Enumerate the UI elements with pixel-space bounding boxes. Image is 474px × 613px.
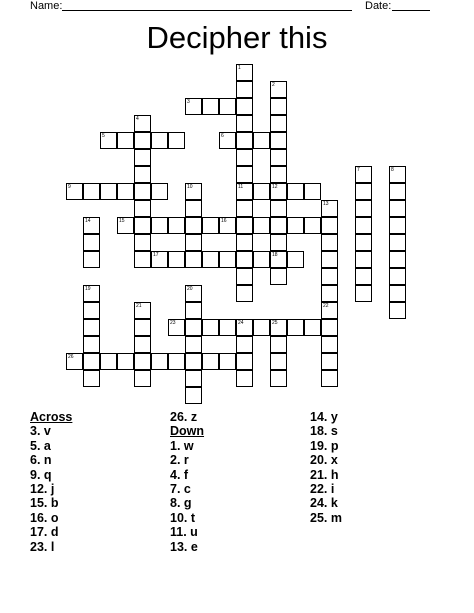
grid-cell[interactable] [389, 268, 406, 285]
grid-cell[interactable] [117, 183, 134, 200]
cell-number: 22 [323, 303, 329, 309]
grid-cell[interactable] [304, 183, 321, 200]
cell-number: 21 [136, 303, 142, 309]
grid-cell[interactable] [185, 200, 202, 217]
clue-item: 10. t [170, 510, 196, 525]
grid-cell[interactable] [355, 268, 372, 285]
cell-number: 26 [68, 354, 74, 360]
grid-cell[interactable] [253, 217, 270, 234]
grid-cell[interactable] [321, 234, 338, 251]
grid-cell[interactable] [236, 98, 253, 115]
grid-cell[interactable] [321, 285, 338, 302]
grid-cell[interactable] [270, 251, 287, 268]
grid-cell[interactable] [185, 387, 202, 404]
grid-cell[interactable] [219, 98, 236, 115]
grid-cell[interactable] [236, 251, 253, 268]
grid-cell[interactable] [236, 81, 253, 98]
grid-cell[interactable] [389, 200, 406, 217]
grid-cell[interactable] [134, 200, 151, 217]
cell-number: 20 [187, 286, 193, 292]
cell-number: 23 [170, 320, 176, 326]
cell-number: 17 [153, 252, 159, 258]
grid-cell[interactable] [83, 353, 100, 370]
grid-cell[interactable] [321, 353, 338, 370]
grid-cell[interactable] [134, 132, 151, 149]
grid-cell[interactable] [83, 370, 100, 387]
grid-cell[interactable] [389, 166, 406, 183]
clue-item: 15. b [30, 496, 59, 511]
cell-number: 8 [391, 167, 394, 173]
grid-cell[interactable] [117, 353, 134, 370]
clues-column-2 [170, 410, 204, 554]
grid-cell[interactable] [236, 200, 253, 217]
grid-cell[interactable] [134, 183, 151, 200]
cell-number: 18 [272, 252, 278, 258]
grid-cell[interactable] [270, 268, 287, 285]
grid-cell[interactable] [270, 336, 287, 353]
grid-cell[interactable] [185, 183, 202, 200]
grid-cell[interactable] [236, 217, 253, 234]
grid-cell[interactable] [83, 285, 100, 302]
grid-cell[interactable] [355, 234, 372, 251]
grid-cell[interactable] [321, 336, 338, 353]
clue-item: 22. i [310, 482, 335, 497]
grid-cell[interactable] [151, 353, 168, 370]
grid-cell[interactable] [355, 166, 372, 183]
grid-cell[interactable] [151, 183, 168, 200]
grid-cell[interactable] [236, 115, 253, 132]
grid-cell[interactable] [236, 132, 253, 149]
grid-cell[interactable] [321, 302, 338, 319]
grid-cell[interactable] [185, 234, 202, 251]
cell-number: 6 [221, 133, 224, 139]
grid-cell[interactable] [355, 217, 372, 234]
grid-cell[interactable] [134, 302, 151, 319]
grid-cell[interactable] [287, 183, 304, 200]
clue-item: 8. g [170, 496, 192, 511]
grid-cell[interactable] [83, 251, 100, 268]
grid-cell[interactable] [236, 64, 253, 81]
clue-item: 19. p [310, 438, 339, 453]
page-title: Decipher this [146, 20, 328, 55]
grid-cell[interactable] [355, 200, 372, 217]
grid-cell[interactable] [287, 217, 304, 234]
clue-item: 21. h [310, 467, 339, 482]
down-heading: Down [170, 424, 205, 439]
grid-cell[interactable] [66, 353, 83, 370]
grid-cell[interactable] [270, 166, 287, 183]
grid-cell[interactable] [83, 319, 100, 336]
grid-cell[interactable] [168, 353, 185, 370]
grid-cell[interactable] [117, 132, 134, 149]
cell-number: 2 [272, 82, 275, 88]
clue-item: 7. c [170, 482, 191, 497]
grid-cell[interactable] [236, 149, 253, 166]
grid-cell[interactable] [117, 217, 134, 234]
grid-cell[interactable] [355, 285, 372, 302]
grid-cell[interactable] [185, 285, 202, 302]
grid-cell[interactable] [236, 166, 253, 183]
clue-item: 13. e [170, 539, 198, 554]
name-label: Name: [30, 0, 63, 12]
clue-item: 4. f [170, 467, 189, 482]
grid-cell[interactable] [134, 115, 151, 132]
grid-cell[interactable] [202, 217, 219, 234]
grid-cell[interactable] [202, 319, 219, 336]
grid-cell[interactable] [185, 370, 202, 387]
grid-cell[interactable] [66, 183, 83, 200]
clue-item: 9. q [30, 467, 52, 482]
grid-cell[interactable] [202, 353, 219, 370]
grid-cell[interactable] [236, 285, 253, 302]
clue-item: 3. v [30, 424, 51, 439]
grid-cell[interactable] [219, 353, 236, 370]
grid-cell[interactable] [168, 217, 185, 234]
grid-cell[interactable] [185, 336, 202, 353]
grid-cell[interactable] [270, 183, 287, 200]
clues-column-3 [310, 410, 342, 525]
grid-cell[interactable] [100, 132, 117, 149]
grid-cell[interactable] [355, 251, 372, 268]
grid-cell[interactable] [253, 319, 270, 336]
grid-cell[interactable] [219, 132, 236, 149]
clue-item: 20. x [310, 453, 338, 468]
cell-number: 25 [272, 320, 278, 326]
grid-cell[interactable] [202, 98, 219, 115]
grid-cell[interactable] [134, 166, 151, 183]
grid-cell[interactable] [389, 183, 406, 200]
cell-number: 15 [119, 218, 125, 224]
clue-item: 2. r [170, 453, 189, 468]
grid-cell[interactable] [134, 251, 151, 268]
grid-cell[interactable] [270, 234, 287, 251]
grid-cell[interactable] [134, 353, 151, 370]
across-heading: Across [30, 410, 73, 424]
grid-cell[interactable] [151, 251, 168, 268]
clue-item: 17. d [30, 525, 59, 540]
grid-cell[interactable] [270, 149, 287, 166]
grid-cell[interactable] [389, 234, 406, 251]
grid-cell[interactable] [236, 319, 253, 336]
cell-number: 7 [357, 167, 360, 173]
clue-item: 25. m [310, 510, 342, 525]
clue-item: 14. y [310, 410, 338, 424]
grid-cell[interactable] [321, 319, 338, 336]
grid-cell[interactable] [168, 132, 185, 149]
clue-item: 26. z [170, 410, 198, 424]
grid-cell[interactable] [83, 302, 100, 319]
grid-cell[interactable] [185, 319, 202, 336]
grid-cell[interactable] [389, 302, 406, 319]
grid-cell[interactable] [219, 217, 236, 234]
grid-cell[interactable] [270, 132, 287, 149]
grid-cell[interactable] [185, 98, 202, 115]
grid-cell[interactable] [236, 370, 253, 387]
grid-cell[interactable] [287, 319, 304, 336]
grid-cell[interactable] [100, 183, 117, 200]
cell-number: 4 [136, 116, 139, 122]
clue-item: 18. s [310, 424, 338, 439]
grid-cell[interactable] [270, 353, 287, 370]
grid-cell[interactable] [134, 217, 151, 234]
cell-number: 12 [272, 184, 278, 190]
grid-cell[interactable] [321, 268, 338, 285]
grid-cell[interactable] [83, 217, 100, 234]
grid-cell[interactable] [185, 217, 202, 234]
grid-cell[interactable] [83, 234, 100, 251]
cell-number: 10 [187, 184, 193, 190]
grid-cell[interactable] [236, 353, 253, 370]
cell-number: 5 [102, 133, 105, 139]
grid-cell[interactable] [185, 353, 202, 370]
cell-number: 16 [221, 218, 227, 224]
cell-number: 13 [323, 201, 329, 207]
grid-cell[interactable] [321, 370, 338, 387]
grid-cell[interactable] [134, 370, 151, 387]
grid-cell[interactable] [304, 319, 321, 336]
date-label: Date: [365, 0, 392, 12]
cell-number: 1 [238, 65, 241, 71]
cell-number: 14 [85, 218, 91, 224]
grid-cell[interactable] [270, 98, 287, 115]
clue-item: 11. u [170, 525, 198, 540]
cell-number: 19 [85, 286, 91, 292]
grid-cell[interactable] [83, 183, 100, 200]
grid-cell[interactable] [185, 251, 202, 268]
grid-cell[interactable] [253, 132, 270, 149]
grid-cell[interactable] [270, 200, 287, 217]
grid-cell[interactable] [270, 115, 287, 132]
grid-cell[interactable] [134, 319, 151, 336]
grid-cell[interactable] [321, 200, 338, 217]
grid-cell[interactable] [389, 217, 406, 234]
grid-cell[interactable] [236, 234, 253, 251]
grid-cell[interactable] [219, 251, 236, 268]
grid-cell[interactable] [134, 336, 151, 353]
clue-item: 6. n [30, 453, 52, 468]
grid-cell[interactable] [236, 336, 253, 353]
grid-cell[interactable] [270, 217, 287, 234]
grid-cell[interactable] [355, 183, 372, 200]
clue-item: 1. w [170, 438, 194, 453]
grid-cell[interactable] [389, 251, 406, 268]
grid-cell[interactable] [270, 370, 287, 387]
grid-cell[interactable] [389, 285, 406, 302]
grid-cell[interactable] [134, 234, 151, 251]
grid-cell[interactable] [185, 302, 202, 319]
grid-cell[interactable] [168, 319, 185, 336]
grid-cell[interactable] [236, 183, 253, 200]
cell-number: 11 [238, 184, 244, 190]
clue-item: 23. l [30, 539, 55, 554]
clue-item: 5. a [30, 438, 51, 453]
grid-cell[interactable] [287, 251, 304, 268]
grid-cell[interactable] [321, 217, 338, 234]
cell-number: 3 [187, 99, 190, 105]
grid-cell[interactable] [304, 217, 321, 234]
grid-cell[interactable] [253, 251, 270, 268]
grid-cell[interactable] [321, 251, 338, 268]
grid-cell[interactable] [100, 353, 117, 370]
grid-cell[interactable] [270, 319, 287, 336]
clues-column-1 [30, 410, 72, 554]
grid-cell[interactable] [168, 251, 185, 268]
cell-number: 24 [238, 320, 244, 326]
clue-item: 16. o [30, 510, 59, 525]
clue-item: 12. j [30, 482, 55, 497]
grid-cell[interactable] [134, 149, 151, 166]
clue-item: 24. k [310, 496, 338, 511]
grid-cell[interactable] [202, 251, 219, 268]
cell-number: 9 [68, 184, 71, 190]
grid-cell[interactable] [219, 319, 236, 336]
grid-cell[interactable] [151, 132, 168, 149]
grid-cell[interactable] [151, 217, 168, 234]
grid-cell[interactable] [236, 268, 253, 285]
grid-cell[interactable] [270, 81, 287, 98]
grid-cell[interactable] [83, 336, 100, 353]
grid-cell[interactable] [253, 183, 270, 200]
